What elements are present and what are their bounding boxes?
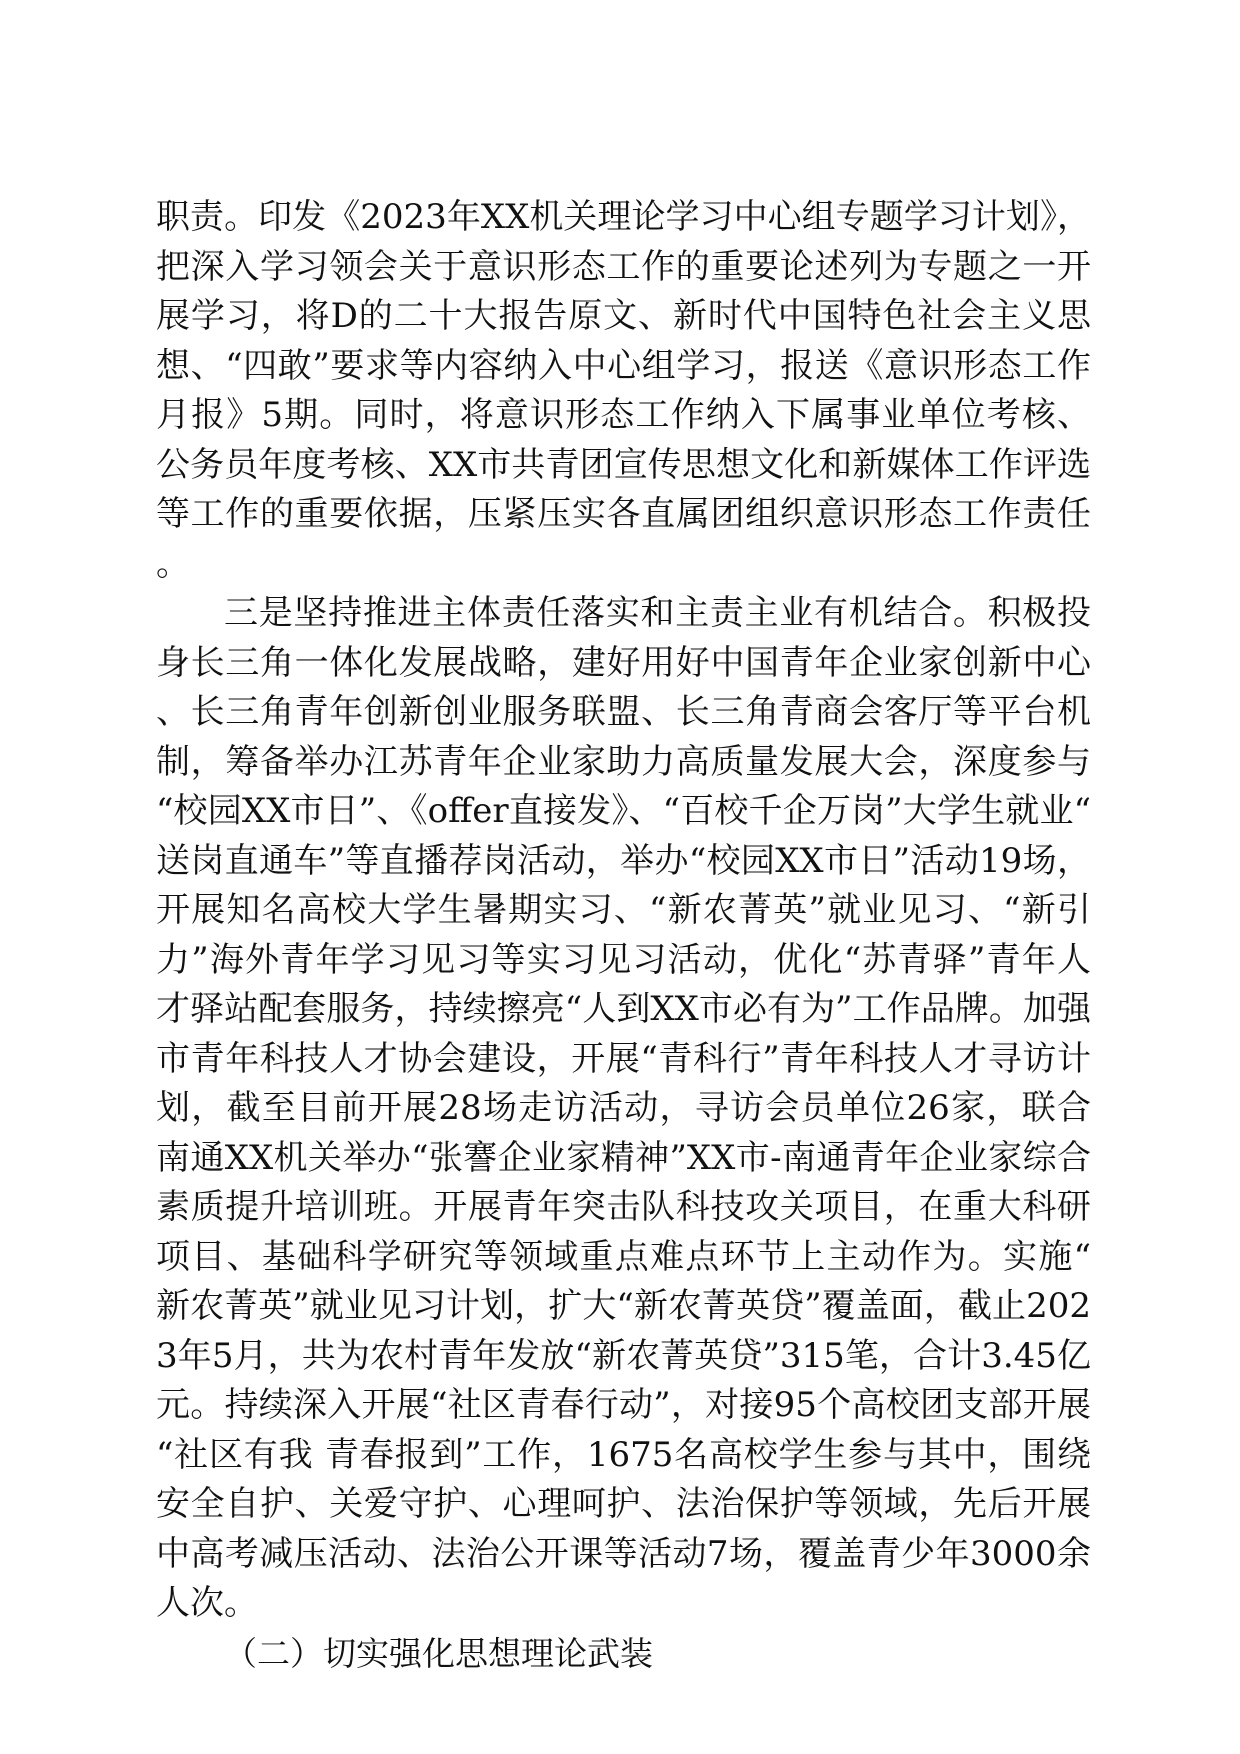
document-body [156, 193, 1091, 1678]
section-heading: （二）切实强化思想理论武装 [224, 1633, 653, 1673]
paragraph-responsibility-continuation: 职责。印发《2023年XX机关理论学习中心组专题学习计划》，把深入学习领会关于意识形态工作的重要论述列为专题之一开展学习，将D的二十大报告原文、新时代中国特色社会主义思想、“四敢”要求等内容纳入中心组学习，报送《意识形态工作月报》5期。同时，将意识形态工作纳入下属事业单位考核、公务员年度考核、XX市共青团宣传思想文化和新媒体工作评选等工作的重要依据，压紧压实各直属团组织意识形态工作责任。 [156, 197, 1091, 584]
paragraph-point-three: 三是坚持推进主体责任落实和主责主业有机结合。积极投身长三角一体化发展战略，建好用好中国青年企业家创新中心、长三角青年创新创业服务联盟、长三角青商会客厅等平台机制，筹备举办江苏青年企业家助力高质量发展大会，深度参与“校园XX市日”、《offer直接发》、“百校千企万岗”大学生就业“送岗直通车”等直播荐岗活动，举办“校园XX市日”活动19场，开展知名高校大学生暑期实习、“新农菁英”就业见习、“新引力”海外青年学习见习等实习见习活动，优化“苏青驿”青年人才驿站配套服务，持续擦亮“人到XX市必有为”工作品牌。加强市青年科技人才协会建设，开展“青科行”青年科技人才寻访计划，截至目前开展28场走访活动，寻访会员单位26家，联合南通XX机关举办“张謇企业家精神”XX市-南通青年企业家综合素质提升培训班。开展青年突击队科技攻关项目，在重大科研项目、基础科学研究等领域重点难点环节上主动作为。实施“新农菁英”就业见习计划，扩大“新农菁英贷”覆盖面，截止2023年5月，共为农村青年发放“新农菁英贷”315笔，合计3.45亿元。持续深入开展“社区青春行动”，对接95个高校团支部开展“社区有我 青春报到”工作，1675名高校学生参与其中，围绕安全自护、关爱守护、心理呵护、法治保护等领域，先后开展中高考减压活动、法治公开课等活动7场，覆盖青少年3000余人次。 [156, 593, 1091, 1623]
